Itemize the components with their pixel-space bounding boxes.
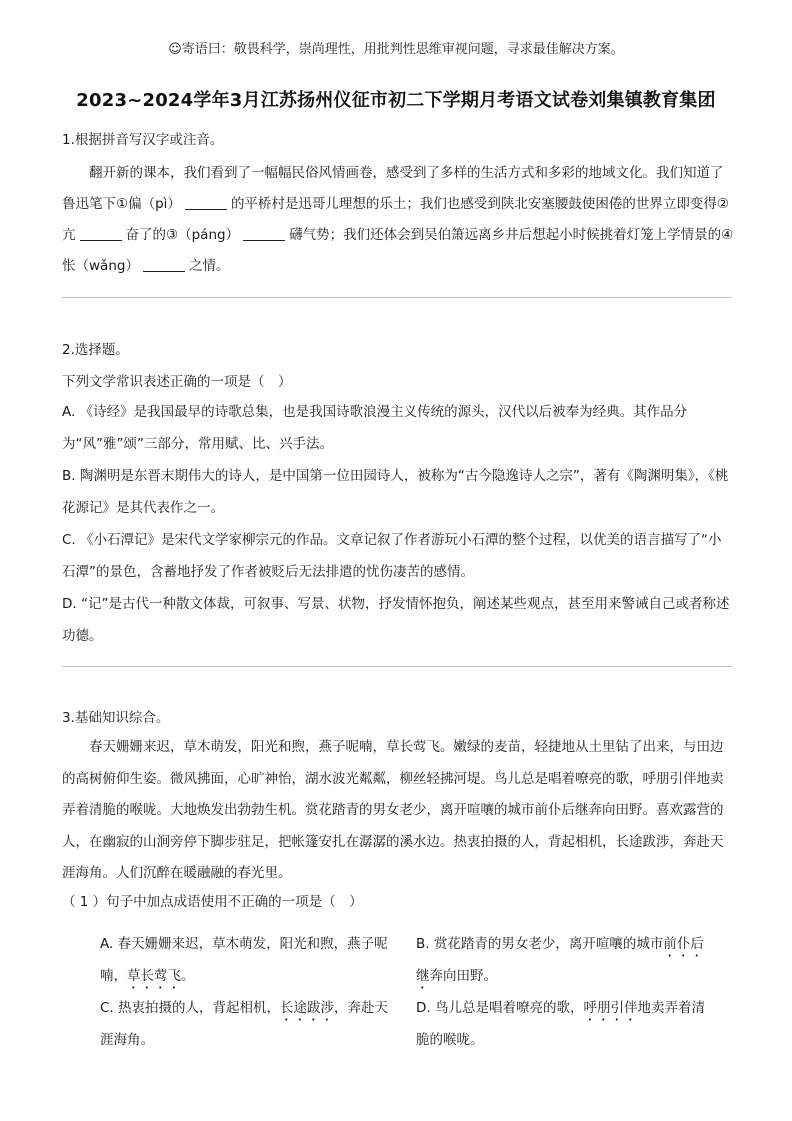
option-label: B. — [62, 468, 76, 484]
question-2-stem: 下列文学常识表述正确的一项是（ ） — [62, 374, 292, 390]
option-label: B. — [416, 936, 430, 952]
dotted-idiom: 长途跋涉 — [280, 1000, 335, 1016]
passage-text: 奋了的③（páng） — [125, 227, 240, 243]
passage-text: 之情。 — [188, 258, 230, 274]
option-text: 赏花踏青的男女老少，离开喧嚷的城市 — [433, 936, 664, 952]
option-text: 陶渊明是东晋末期伟大的诗人，是中国第一位田园诗人，被称为“古今隐逸诗人之宗”，著有《陶渊明集》，《桃花源记》是其代表作之一。 — [62, 468, 729, 516]
option-d[interactable] — [416, 992, 716, 1056]
option-text: 热衷拍摄的人，背起相机， — [118, 1000, 281, 1016]
option-text: 《小石潭记》是宋代文学家柳宗元的作品。文章记叙了作者游玩小石潭的整个过程，以优美的语言描写了“小石潭”的景色，含蓄地抒发了作者被贬后无法排遣的忧伤凄苦的感情。 — [62, 532, 722, 580]
option-a[interactable] — [100, 928, 400, 992]
option-text: “记”是古代一种散文体裁，可叙事、写景、状物，抒发情怀抱负，阐述某些观点，甚至用来警诫自己或者称述功德。 — [62, 596, 730, 644]
divider — [62, 666, 732, 667]
option-label: C. — [100, 1000, 114, 1016]
answer-blank-2[interactable] — [80, 226, 122, 241]
passage-text: 礴气势；我们还体会到吴伯箫远离乡井后想起小时候挑着灯笼上学情景的④怅（wǎng） — [62, 227, 734, 274]
option-text: 春天姗姗来迟，草木萌发，阳光和煦，燕子呢喃， — [100, 936, 388, 984]
answer-blank-3[interactable] — [243, 226, 285, 241]
option-c[interactable] — [62, 524, 734, 588]
motto-line: ☺寄语曰：敬畏科学，崇尚理性，用批判性思维审视问题，寻求最佳解决方案。 — [168, 42, 624, 57]
option-text: 。 — [181, 968, 195, 984]
divider — [62, 297, 732, 298]
option-b[interactable] — [416, 928, 716, 992]
question-1-passage — [62, 158, 734, 282]
question-3 — [62, 708, 734, 912]
dotted-idiom: 继 — [416, 968, 430, 984]
dotted-idiom: 呼朋引伴 — [583, 1000, 638, 1016]
dotted-idiom: 前仆后 — [663, 936, 704, 952]
option-label: D. — [62, 596, 77, 612]
question-1-heading: 1.根据拼音写汉字或注音。 — [62, 132, 224, 148]
option-a[interactable] — [62, 396, 734, 460]
passage-text: 翻开新的课本，我们看到了一幅幅民俗风情画卷，感受到了多样的生活方式和多彩的地域文化。我们知道了鲁迅笔下①偏（pì） — [62, 165, 724, 212]
question-1 — [62, 130, 734, 282]
option-label: A. — [62, 404, 76, 420]
question-3-sub-1: （ 1 ）句子中加点成语使用不正确的一项是（ ） — [62, 893, 363, 910]
question-3-heading: 3.基础知识综合。 — [62, 710, 170, 726]
question-2-heading: 2.选择题。 — [62, 342, 129, 358]
option-label: C. — [62, 532, 76, 548]
question-3-passage: 春天姗姗来迟，草木萌发，阳光和煦，燕子呢喃，草长莺飞。嫩绿的麦苗，轻捷地从土里钻了出来，与田边的高树俯仰生姿。微风拂面，心旷神怡，湖水波光粼粼，柳丝轻拂河堤。鸟儿总是唱着嘹亮的歌，呼朋引伴地卖弄着清脆的喉咙。大地焕发出勃勃生机。赏花踏青的男女老少，离开喧嚷的城市前仆后继奔向田野。喜欢露营的人，在幽寂的山涧旁停下脚步驻足，把帐篷安扎在潺潺的溪水边。热衷拍摄的人，背起相机，长途跋涉，奔赴天涯海角。人们沉醉在暖融融的春光里。 — [62, 739, 724, 881]
option-b[interactable] — [62, 460, 734, 524]
option-text: 鸟儿总是唱着嘹亮的歌， — [434, 1000, 584, 1016]
dotted-idiom: 草长莺飞 — [127, 968, 181, 984]
option-text: 《诗经》是我国最早的诗歌总集，也是我国诗歌浪漫主义传统的源头，汉代以后被奉为经典。其作品分为“风”雅”颂”三部分，常用赋、比、兴手法。 — [62, 404, 688, 452]
passage-text: 的平桥村是迅哥儿理想的乐土；我们也感受到陕北安塞腰鼓使困倦的世界立即变得②亢 — [62, 196, 730, 243]
option-text: ，奔赴天涯海角。 — [100, 1000, 389, 1048]
option-c[interactable] — [100, 992, 400, 1056]
answer-blank-4[interactable] — [143, 257, 185, 272]
option-label: D. — [416, 1000, 431, 1016]
option-text: 地卖弄着清脆的喉咙。 — [416, 1000, 705, 1048]
question-2 — [62, 340, 734, 652]
option-d[interactable] — [62, 588, 734, 652]
option-label: A. — [100, 936, 114, 952]
page-title: 2023~2024学年3月江苏扬州仪征市初二下学期月考语文试卷刘集镇教育集团 — [76, 90, 716, 111]
question-2-options — [62, 396, 734, 652]
option-text: 奔向田野。 — [429, 968, 497, 984]
answer-blank-1[interactable] — [185, 195, 227, 210]
